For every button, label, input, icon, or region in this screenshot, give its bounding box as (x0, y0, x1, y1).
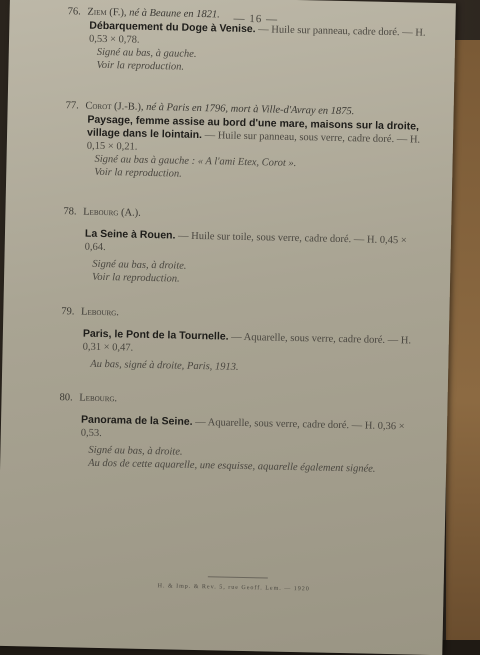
artwork-description: — Aquarelle, sous verre, cadre doré. — H. 0,36 × 0,53. (80, 416, 405, 440)
entry-number: 78. (63, 206, 77, 218)
catalogue-entry (66, 5, 427, 79)
entry-note: Signé au bas à gauche : « A l'ami Etex, Corot ». (94, 153, 297, 170)
footer-divider (208, 576, 268, 578)
artwork-title: La Seine à Rouen. (84, 227, 176, 242)
entry-note: Signé au bas, à droite. (92, 258, 187, 272)
entry-note: Voir la reproduction. (96, 59, 185, 73)
artist-dates: né à Paris en 1796, mort à Ville-d'Avray en 1875. (146, 101, 355, 118)
artist-name: Ziem (F.), (87, 6, 127, 19)
entry-number: 80. (59, 392, 73, 404)
page-number: — 16 — (233, 12, 279, 26)
entry-body (82, 328, 420, 361)
artist-name: Lebourg (A.). (83, 206, 141, 219)
artwork-description: — Huile sur panneau, sous verre, cadre doré. — H. 0,15 × 0,21. (86, 130, 421, 153)
artwork-title: Paysage, femme assise au bord d'une mare, maisons sur la droite, village dans le lointain. (86, 113, 420, 142)
entry-body (81, 414, 419, 447)
entry-header (59, 391, 419, 413)
entry-number: 77. (65, 100, 79, 112)
entry-note: Voir la reproduction. (94, 166, 182, 180)
entry-note: Signé au bas, à droite. (88, 444, 183, 458)
entry-note: Signé au bas, à gauche. (96, 46, 197, 60)
entry-note: Voir la reproduction. (91, 271, 180, 285)
entry-header (61, 305, 421, 327)
entry-header (63, 205, 423, 227)
artwork-title: Paris, le Pont de la Tournelle. (82, 327, 229, 343)
entry-note: Au bas, signé à droite, Paris, 1913. (90, 358, 239, 373)
catalogue-entry (58, 391, 420, 477)
artist-name: Lebourg. (79, 392, 118, 405)
artwork-title: Panorama de la Seine. (80, 413, 193, 428)
entry-number: 76. (67, 6, 81, 18)
artwork-title: Débarquement du Doge à Venise. (89, 19, 256, 36)
catalogue-entry (64, 99, 426, 186)
entry-note: Au dos de cette aquarelle, une esquisse, aquarelle également signée. (88, 457, 376, 475)
entry-number: 79. (61, 306, 75, 318)
artist-name: Lebourg. (80, 306, 120, 319)
printer-footer: H. & Imp. & Rev. 5, rue Geoff. Lem. — 1920 (157, 583, 310, 593)
artwork-description: — Huile sur panneau, cadre doré. — H. 0,53 × 0,78. (88, 24, 426, 46)
catalogue-entry (60, 305, 421, 378)
catalogue-entry (62, 205, 424, 291)
artist-dates: né à Beaune en 1821. (129, 7, 220, 21)
artwork-description: — Aquarelle, sous verre, cadre doré. — H. 0,31 × 0,47. (82, 331, 412, 354)
artist-name: Corot (J.-B.), (85, 100, 144, 113)
artwork-description: — Huile sur toile, sous verre, cadre doré. — H. 0,45 × 0,64. (84, 230, 407, 254)
entry-body (85, 228, 423, 261)
